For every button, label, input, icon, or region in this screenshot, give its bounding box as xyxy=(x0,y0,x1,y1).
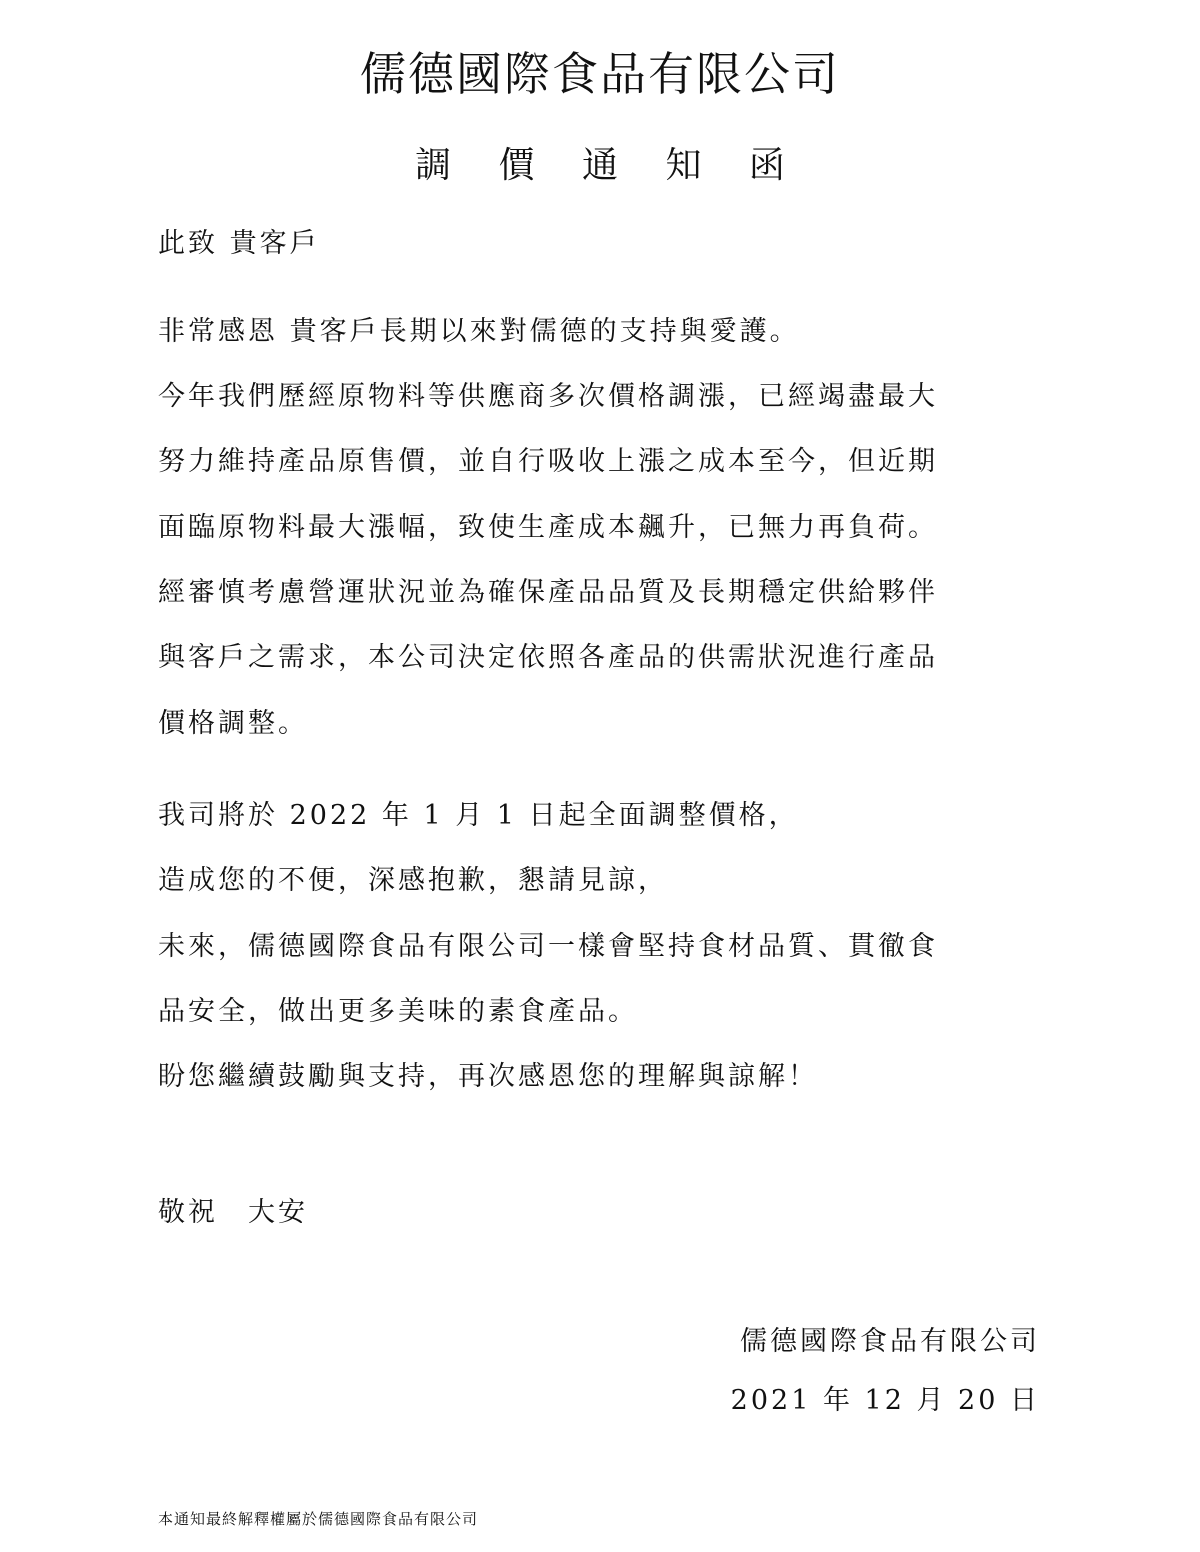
paragraph-reason-line: 努力維持產品原售價，並自行吸收上漲之成本至今，但近期 xyxy=(158,446,938,477)
salutation: 此致 貴客戶 xyxy=(158,228,320,259)
paragraph-thanks: 非常感恩 貴客戶長期以來對儒德的支持與愛護。 xyxy=(158,316,800,347)
paragraph-reason-line: 經審慎考慮營運狀況並為確保產品品質及長期穩定供給夥伴 xyxy=(158,577,938,608)
signature-company: 儒德國際食品有限公司 xyxy=(740,1326,1040,1357)
document-title: 調 價 通 知 函 xyxy=(415,145,803,186)
paragraph-adjustment-line: 品安全，做出更多美味的素食產品。 xyxy=(158,996,638,1027)
closing-greeting: 敬祝 大安 xyxy=(158,1197,308,1228)
paragraph-adjustment-line: 造成您的不便，深感抱歉，懇請見諒， xyxy=(158,865,668,896)
paragraph-adjustment-line: 盼您繼續鼓勵與支持，再次感恩您的理解與諒解！ xyxy=(158,1061,818,1092)
paragraph-reason-line: 面臨原物料最大漲幅，致使生產成本飆升，已無力再負荷。 xyxy=(158,512,938,543)
paragraph-adjustment-line: 未來，儒德國際食品有限公司一樣會堅持食材品質、貫徹食 xyxy=(158,931,938,962)
company-title: 儒德國際食品有限公司 xyxy=(360,47,840,101)
paragraph-reason-line: 今年我們歷經原物料等供應商多次價格調漲，已經竭盡最大 xyxy=(158,381,938,412)
paragraph-reason-line: 與客戶之需求，本公司決定依照各產品的供需狀況進行產品 xyxy=(158,642,938,673)
paragraph-adjustment-line: 我司將於 2022 年 1 月 1 日起全面調整價格， xyxy=(158,800,799,831)
paragraph-reason-line: 價格調整。 xyxy=(158,708,308,739)
footnote: 本通知最終解釋權屬於儒德國際食品有限公司 xyxy=(158,1510,479,1528)
signature-date: 2021 年 12 月 20 日 xyxy=(730,1385,1040,1416)
